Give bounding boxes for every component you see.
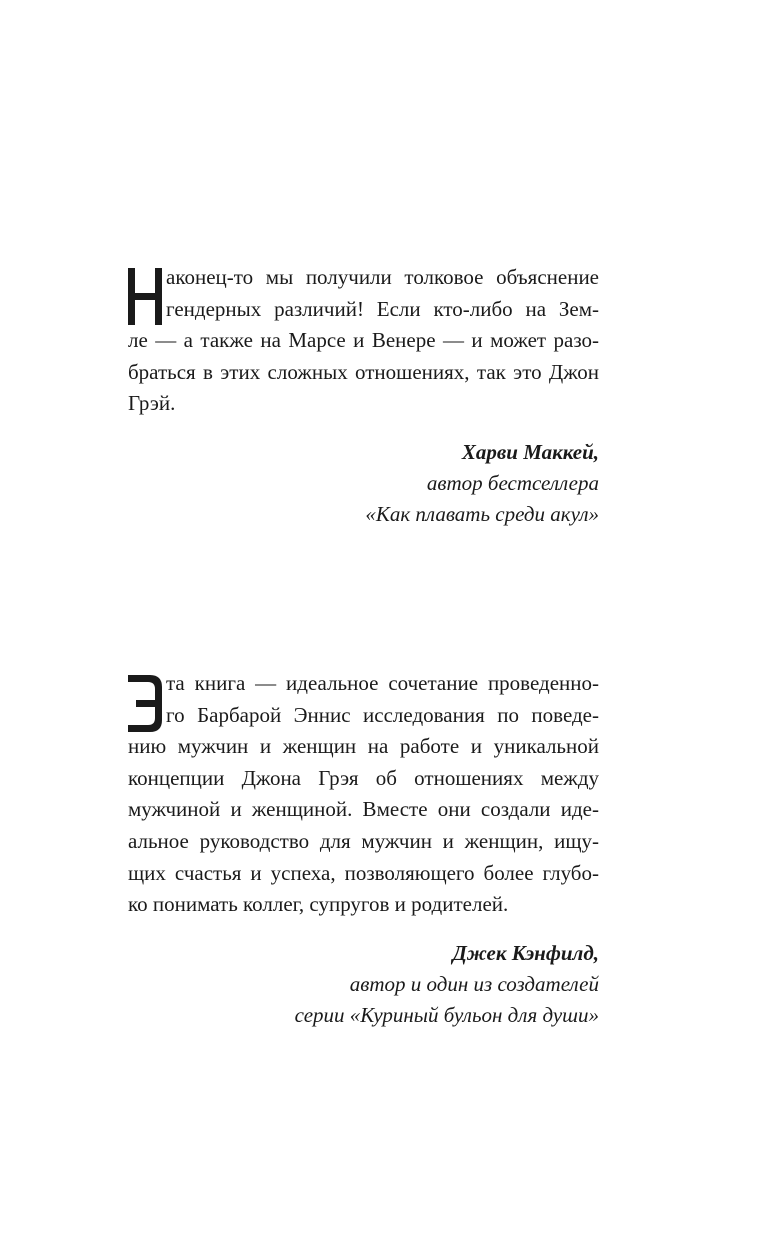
quote-line: ле — а также на Марсе и Венере — и может разо-: [128, 328, 599, 353]
quote-line: гендерных различий! Если кто-либо на Зем-: [166, 296, 599, 321]
quote-line: нию мужчин и женщин на работе и уникальной: [128, 734, 599, 759]
drop-cap-letter-e: [128, 675, 162, 732]
quote-line: браться в этих сложных отношениях, так это Джон: [128, 359, 599, 384]
author-role: «Как плавать среди акул»: [365, 501, 599, 526]
quote-line: концепции Джона Грэя об отношениях между: [128, 765, 599, 790]
quote-text: [128, 668, 599, 921]
author-role: автор и один из создателей: [349, 971, 599, 996]
quote-line: аконец-то мы получили толковое объяснение: [166, 265, 599, 289]
author-name: Харви Маккей,: [461, 439, 599, 464]
quote-line: та книга — идеальное сочетание проведенно-: [166, 671, 599, 695]
testimonial-2: [128, 668, 599, 1031]
author-name: Джек Кэнфилд,: [452, 940, 599, 965]
quote-text: [128, 262, 599, 420]
attribution: [128, 437, 599, 530]
quote-line: ко понимать коллег, супругов и родителей.: [128, 892, 509, 917]
quote-line: мужчиной и женщиной. Вместе они создали иде-: [128, 797, 599, 822]
drop-cap-letter-n: [128, 268, 162, 325]
author-role: серии «Куриный бульон для души»: [294, 1002, 599, 1027]
quote-line: го Барбарой Эннис исследования по поведе-: [166, 702, 599, 727]
author-role: автор бестселлера: [426, 470, 599, 495]
attribution: [128, 938, 599, 1031]
quote-line: щих счастья и успеха, позволяющего более глубо-: [128, 860, 599, 885]
quote-line: Грэй.: [128, 391, 176, 416]
testimonial-1: [128, 262, 599, 530]
quote-line: альное руководство для мужчин и женщин, ищу-: [128, 828, 599, 853]
